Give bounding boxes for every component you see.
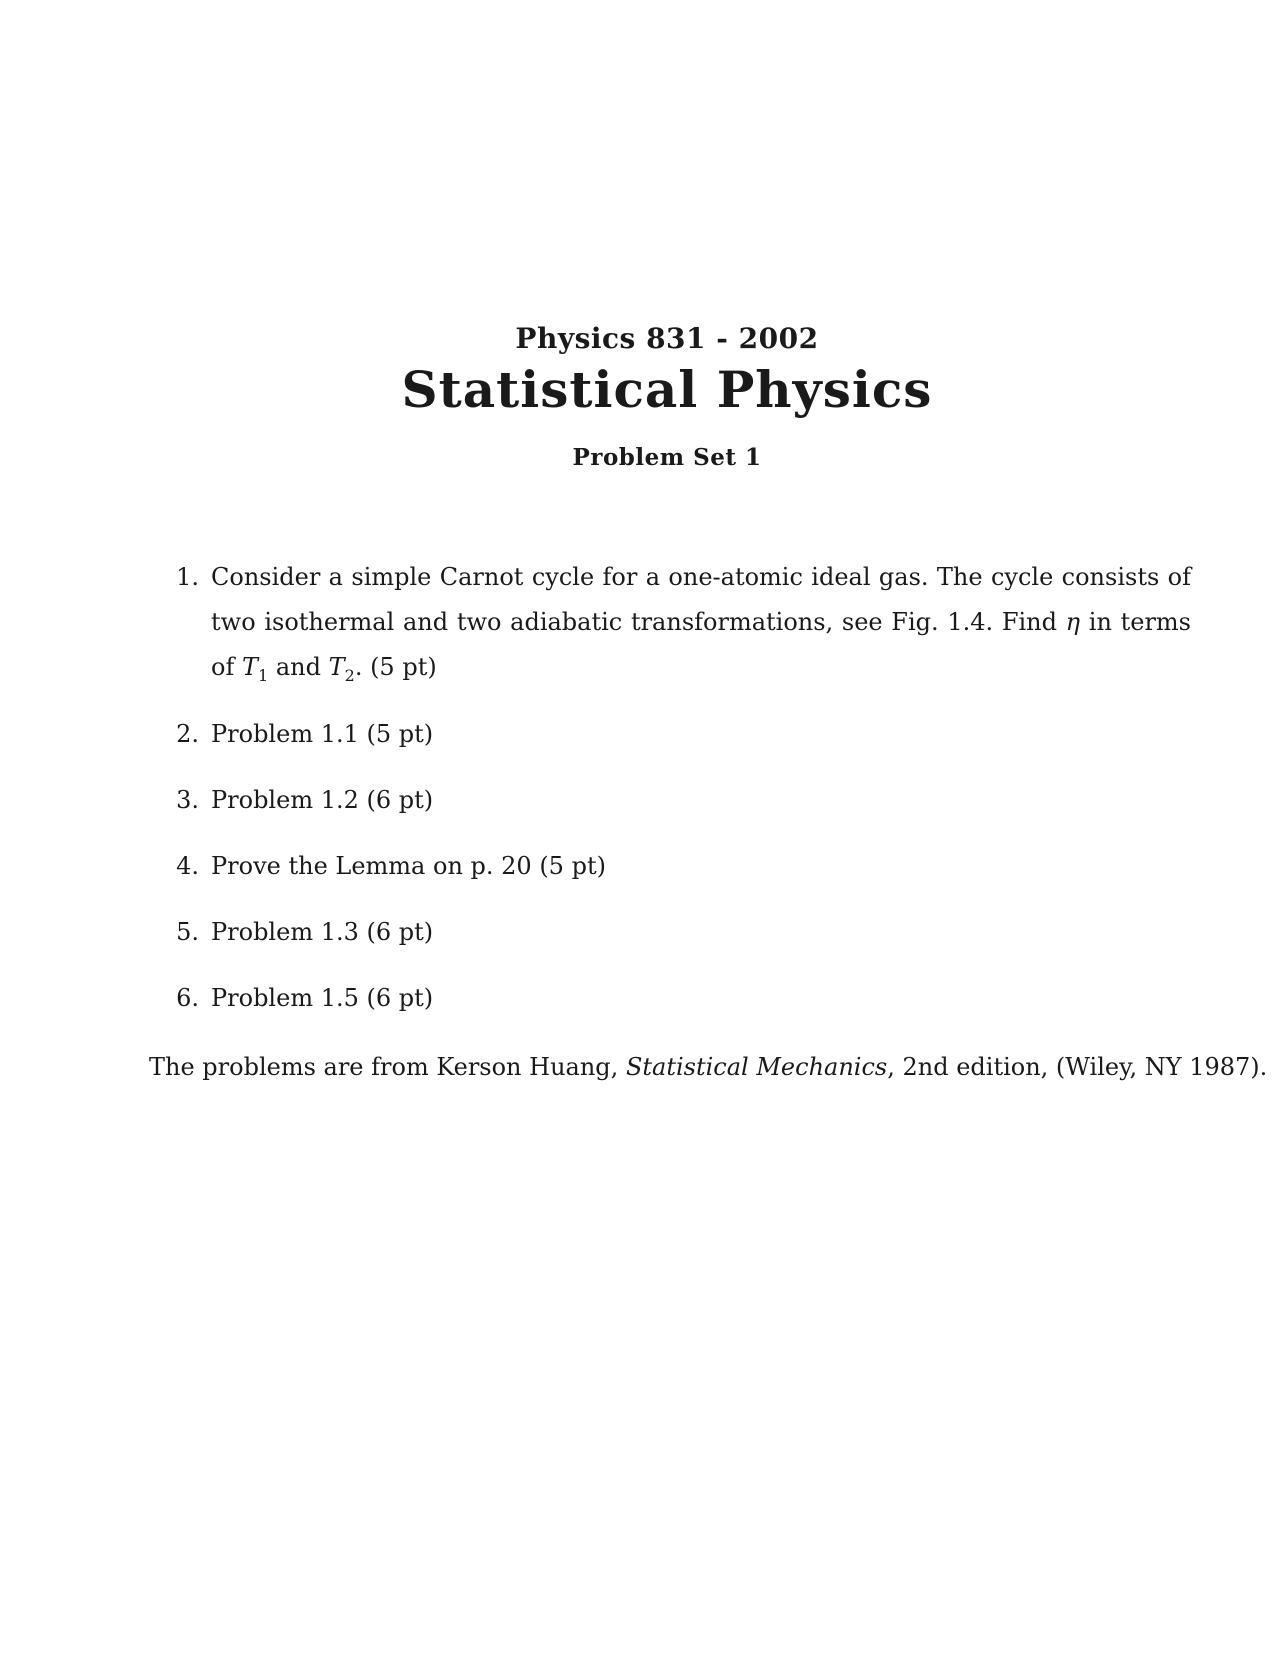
problem-number: 2.	[176, 720, 199, 748]
problem-text: Problem 1.2 (6 pt)	[211, 786, 434, 814]
problem-set-title: Problem Set 1	[572, 444, 762, 471]
source-note: The problems are from Kerson Huang, Statistical Mechanics, 2nd edition, (Wiley, NY 1987).	[149, 1053, 1268, 1081]
problem-number: 4.	[176, 852, 199, 880]
t1-symbol: $T_1$	[241, 653, 269, 685]
problem-text: Consider a simple Carnot cycle for a one-atomic ideal gas. The cycle consists of two isothermal and two adiabatic transformations, see Fig. 1.4. Find η in terms of $T_1$ and $T_2$. (5 pt)	[211, 563, 1191, 685]
problem-text: Problem 1.5 (6 pt)	[211, 984, 434, 1012]
course-heading: Physics 831 - 2002	[515, 322, 819, 355]
problem-number: 6.	[176, 984, 199, 1012]
problem-text: Prove the Lemma on p. 20 (5 pt)	[211, 852, 606, 880]
page-title: Statistical Physics	[401, 360, 933, 419]
problem-number: 3.	[176, 786, 199, 814]
problem-text: Problem 1.1 (5 pt)	[211, 720, 434, 748]
problem-number: 1.	[176, 563, 199, 591]
problem-number: 5.	[176, 918, 199, 946]
eta-symbol: η	[1065, 608, 1081, 636]
t2-symbol: $T_2$	[328, 653, 355, 685]
problem-text: Problem 1.3 (6 pt)	[211, 918, 434, 946]
book-title: Statistical Mechanics	[625, 1053, 888, 1081]
